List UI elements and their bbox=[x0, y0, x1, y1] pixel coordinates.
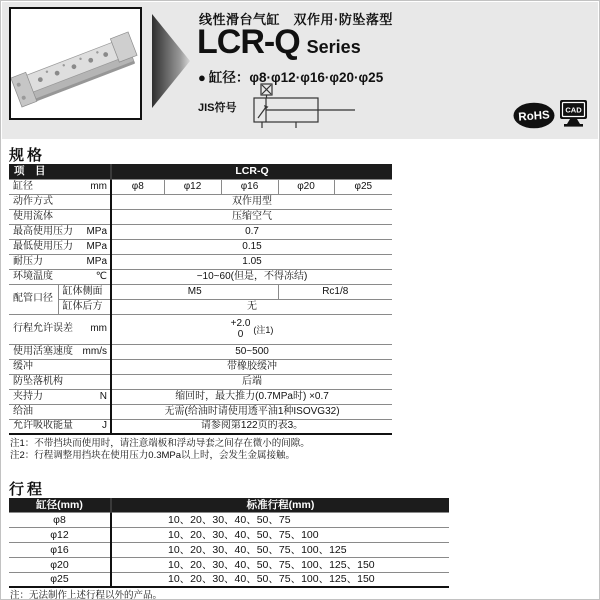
piping-side-label: 缸体侧面 bbox=[58, 284, 111, 299]
bore-value: φ8 bbox=[111, 179, 164, 194]
spec-row-anti-drop bbox=[9, 374, 392, 389]
energy-unit: J bbox=[102, 420, 107, 432]
energy-value: 请参阅第122页的表3。 bbox=[111, 419, 392, 434]
jis-cylinder-symbol-icon bbox=[252, 82, 362, 132]
ambient-temp-value: −10~60(但是，不得冻结) bbox=[111, 269, 392, 284]
spec-header-row bbox=[9, 164, 392, 179]
stroke-row bbox=[9, 527, 449, 542]
holding-force-unit: N bbox=[99, 390, 107, 402]
spec-row-tolerance bbox=[9, 314, 392, 344]
svg-text:CAD: CAD bbox=[565, 105, 582, 115]
min-pressure-label: 最低使用压力 bbox=[13, 240, 73, 252]
anti-drop-value: 后端 bbox=[111, 374, 392, 389]
stroke-header-row bbox=[9, 498, 449, 512]
max-pressure-label: 最高使用压力 bbox=[13, 225, 73, 237]
stroke-bore: φ25 bbox=[9, 572, 111, 587]
bore-value: φ20 bbox=[278, 179, 334, 194]
spec-row-piping-side bbox=[9, 284, 392, 299]
stroke-table bbox=[9, 498, 449, 588]
proof-pressure-unit: MPa bbox=[86, 255, 107, 267]
spec-row-bore bbox=[9, 179, 392, 194]
min-pressure-value: 0.15 bbox=[111, 239, 392, 254]
spec-section-heading: 规格 bbox=[9, 147, 46, 164]
action-value: 双作用型 bbox=[111, 194, 392, 209]
ambient-temp-label: 环境温度 bbox=[13, 270, 53, 282]
stroke-bore: φ12 bbox=[9, 527, 111, 542]
max-pressure-value: 0.7 bbox=[111, 224, 392, 239]
series-name: LCR-Q bbox=[197, 23, 300, 61]
series-suffix: Series bbox=[306, 37, 361, 57]
product-subtitle: 线性滑台气缸 双作用·防坠落型 bbox=[199, 12, 393, 27]
energy-label: 允许吸收能量 bbox=[13, 420, 73, 432]
spec-row-ambient-temp bbox=[9, 269, 392, 284]
tolerance-value bbox=[112, 318, 392, 340]
bore-size-text: 缸径：φ8·φ12·φ16·φ20·φ25 bbox=[208, 70, 384, 85]
proof-pressure-label: 耐压力 bbox=[13, 255, 43, 267]
lubrication-label: 给油 bbox=[13, 405, 33, 417]
spec-note-1: 注1：不带挡块而使用时，请注意端板和浮动导套之间存在微小的间隙。 bbox=[10, 438, 310, 449]
product-photo bbox=[11, 9, 140, 118]
piping-rear-label: 缸体后方 bbox=[58, 299, 111, 314]
spec-header-series: LCR-Q bbox=[111, 164, 392, 179]
spec-table bbox=[9, 164, 392, 435]
spec-row-piping-rear bbox=[9, 299, 392, 314]
cushion-label: 缓冲 bbox=[13, 360, 33, 372]
stroke-row bbox=[9, 542, 449, 557]
spec-note-2: 注2：行程调整用挡块在使用压力0.3MPa以上时，会发生金属接触。 bbox=[10, 450, 296, 461]
holding-force-value: 缩回时，最大推力(0.7MPa时) ×0.7 bbox=[111, 389, 392, 404]
spec-row-speed bbox=[9, 344, 392, 359]
spec-row-holding-force bbox=[9, 389, 392, 404]
stroke-values: 10、20、30、40、50、75 bbox=[111, 512, 449, 527]
anti-drop-label: 防坠落机构 bbox=[13, 375, 63, 387]
header-banner bbox=[2, 2, 598, 139]
tolerance-label: 行程允许误差 bbox=[13, 323, 73, 334]
spec-row-cushion bbox=[9, 359, 392, 374]
piping-side-value-small: M5 bbox=[111, 284, 278, 299]
min-pressure-unit: MPa bbox=[86, 240, 107, 252]
arrow-triangle-icon bbox=[152, 14, 190, 108]
bore-label: 缸径 bbox=[13, 180, 33, 192]
stroke-bore: φ16 bbox=[9, 542, 111, 557]
bore-value: φ16 bbox=[221, 179, 278, 194]
stroke-bore: φ8 bbox=[9, 512, 111, 527]
cad-badge-icon bbox=[559, 99, 589, 129]
fluid-label: 使用流体 bbox=[13, 210, 53, 222]
speed-value: 50~500 bbox=[111, 344, 392, 359]
rohs-badge-icon bbox=[513, 102, 555, 129]
spec-row-action bbox=[9, 194, 392, 209]
proof-pressure-value: 1.05 bbox=[111, 254, 392, 269]
spec-row-min-pressure bbox=[9, 239, 392, 254]
spec-header-item: 项 目 bbox=[9, 164, 111, 179]
tolerance-unit: mm bbox=[90, 323, 107, 334]
piping-label: 配管口径 bbox=[9, 284, 58, 314]
tolerance-lower: 0 bbox=[237, 329, 244, 340]
bullet-icon: ● bbox=[198, 70, 206, 85]
svg-text:RoHS: RoHS bbox=[518, 109, 551, 124]
holding-force-label: 夹持力 bbox=[13, 390, 43, 402]
action-label: 动作方式 bbox=[13, 195, 53, 207]
stroke-row bbox=[9, 572, 449, 587]
cushion-value: 带橡胶缓冲 bbox=[111, 359, 392, 374]
stroke-values: 10、20、30、40、50、75、100、125、150 bbox=[111, 572, 449, 587]
ambient-temp-unit: ℃ bbox=[95, 270, 107, 282]
stroke-values: 10、20、30、40、50、75、100、125 bbox=[111, 542, 449, 557]
fluid-value: 压缩空气 bbox=[111, 209, 392, 224]
stroke-values: 10、20、30、40、50、75、100 bbox=[111, 527, 449, 542]
stroke-note: 注：无法制作上述行程以外的产品。 bbox=[10, 590, 163, 600]
piping-rear-value: 无 bbox=[111, 299, 392, 314]
spec-row-energy bbox=[9, 419, 392, 434]
bore-value: φ25 bbox=[334, 179, 392, 194]
speed-unit: mm/s bbox=[82, 345, 107, 357]
stroke-header-stroke: 标准行程(mm) bbox=[111, 498, 449, 512]
stroke-section-heading: 行程 bbox=[9, 481, 46, 498]
bore-unit: mm bbox=[90, 180, 107, 192]
stroke-row bbox=[9, 512, 449, 527]
lubrication-value: 无需(给油时请使用透平油1种ISOVG32) bbox=[111, 404, 392, 419]
tolerance-note-ref: (注1) bbox=[253, 325, 274, 335]
speed-label: 使用活塞速度 bbox=[13, 345, 73, 357]
tolerance-upper: +2.0 bbox=[230, 318, 251, 329]
stroke-header-bore: 缸径(mm) bbox=[9, 498, 111, 512]
stroke-values: 10、20、30、40、50、75、100、125、150 bbox=[111, 557, 449, 572]
series-title bbox=[197, 23, 361, 62]
jis-symbol-label: JIS符号 bbox=[198, 102, 237, 114]
spec-row-lubrication bbox=[9, 404, 392, 419]
stroke-bore: φ20 bbox=[9, 557, 111, 572]
product-photo-frame bbox=[9, 7, 142, 120]
stroke-row bbox=[9, 557, 449, 572]
bore-value: φ12 bbox=[164, 179, 221, 194]
spec-row-fluid bbox=[9, 209, 392, 224]
piping-side-value-large: Rc1/8 bbox=[278, 284, 392, 299]
spec-row-proof-pressure bbox=[9, 254, 392, 269]
max-pressure-unit: MPa bbox=[86, 225, 107, 237]
spec-row-max-pressure bbox=[9, 224, 392, 239]
